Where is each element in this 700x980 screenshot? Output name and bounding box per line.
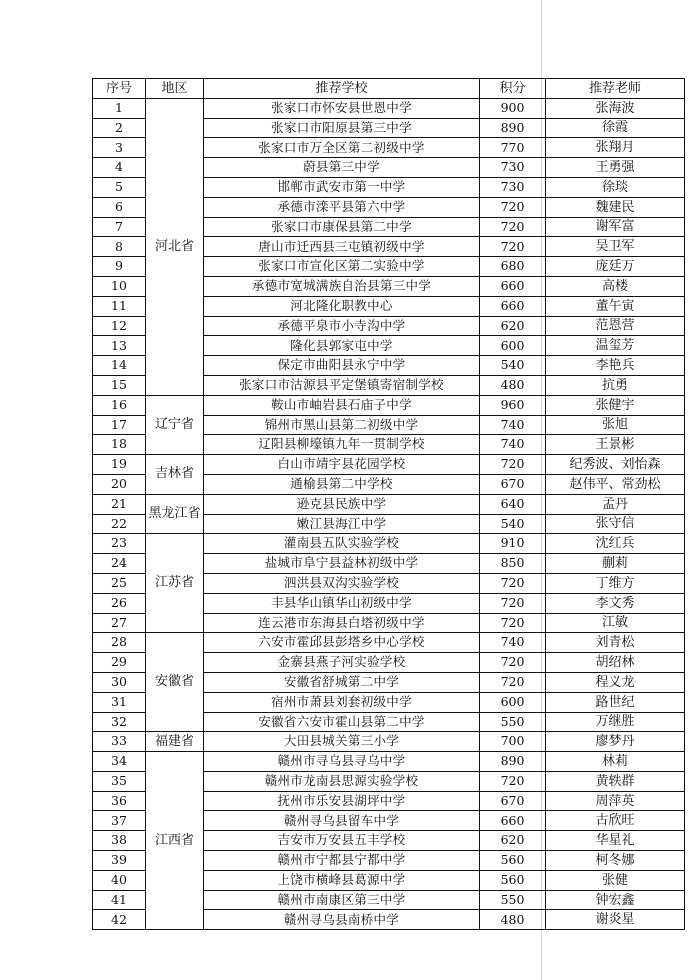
school-name: 张家口市沽源县平定堡镇寄宿制学校 <box>204 375 480 395</box>
score-value: 720 <box>480 672 546 692</box>
school-name: 逊克县民族中学 <box>204 494 480 514</box>
teacher-name: 丁维方 <box>546 573 685 593</box>
score-value: 770 <box>480 138 546 158</box>
score-value: 670 <box>480 474 546 494</box>
score-value: 740 <box>480 415 546 435</box>
score-value: 740 <box>480 435 546 455</box>
teacher-name: 廖梦丹 <box>546 732 685 752</box>
school-name: 灌南县五队实验学校 <box>204 534 480 554</box>
row-number: 14 <box>93 356 146 376</box>
row-number: 23 <box>93 534 146 554</box>
teacher-name: 周萍英 <box>546 791 685 811</box>
row-number: 18 <box>93 435 146 455</box>
school-name: 河北隆化职教中心 <box>204 296 480 316</box>
row-number: 30 <box>93 672 146 692</box>
score-value: 540 <box>480 356 546 376</box>
score-value: 540 <box>480 514 546 534</box>
school-name: 六安市霍邱县彭塔乡中心学校 <box>204 633 480 653</box>
teacher-name: 徐霞 <box>546 118 685 138</box>
school-name: 赣州市宁都县宁都中学 <box>204 851 480 871</box>
school-name: 隆化县郭家屯中学 <box>204 336 480 356</box>
row-number: 26 <box>93 593 146 613</box>
teacher-name: 高楼 <box>546 276 685 296</box>
score-value: 660 <box>480 276 546 296</box>
school-name: 大田县城关第三小学 <box>204 732 480 752</box>
teacher-name: 蒯莉 <box>546 554 685 574</box>
row-number: 10 <box>93 276 146 296</box>
row-number: 32 <box>93 712 146 732</box>
score-value: 730 <box>480 158 546 178</box>
score-value: 640 <box>480 494 546 514</box>
school-name: 赣州市龙南县思源实验学校 <box>204 771 480 791</box>
row-number: 21 <box>93 494 146 514</box>
teacher-name: 吴卫军 <box>546 237 685 257</box>
school-name: 锦州市黑山县第二初级中学 <box>204 415 480 435</box>
row-number: 6 <box>93 197 146 217</box>
row-number: 36 <box>93 791 146 811</box>
row-number: 1 <box>93 98 146 118</box>
score-value: 720 <box>480 771 546 791</box>
teacher-name: 赵伟平、常劲松 <box>546 474 685 494</box>
teacher-name: 张守信 <box>546 514 685 534</box>
table-row <box>93 732 685 752</box>
teacher-name: 黄轶群 <box>546 771 685 791</box>
school-name: 唐山市迁西县三屯镇初级中学 <box>204 237 480 257</box>
teacher-name: 谢军富 <box>546 217 685 237</box>
school-name: 泗洪县双沟实验学校 <box>204 573 480 593</box>
teacher-name: 程义龙 <box>546 672 685 692</box>
teacher-name: 纪秀波、刘怡森 <box>546 455 685 475</box>
school-name: 抚州市乐安县湖坪中学 <box>204 791 480 811</box>
row-number: 2 <box>93 118 146 138</box>
score-value: 720 <box>480 593 546 613</box>
row-number: 22 <box>93 514 146 534</box>
school-name: 上饶市横峰县葛源中学 <box>204 870 480 890</box>
teacher-name: 张海波 <box>546 98 685 118</box>
school-name: 张家口市怀安县世恩中学 <box>204 98 480 118</box>
region-cell: 安徽省 <box>146 633 204 732</box>
recommendation-table <box>92 78 685 930</box>
row-number: 28 <box>93 633 146 653</box>
row-number: 31 <box>93 692 146 712</box>
school-name: 承德市滦平县第六中学 <box>204 197 480 217</box>
school-name: 通榆县第二中学校 <box>204 474 480 494</box>
table-row <box>93 395 685 415</box>
header-row <box>93 79 685 99</box>
region-cell: 黑龙江省 <box>146 494 204 534</box>
row-number: 25 <box>93 573 146 593</box>
school-name: 赣州市南康区第三中学 <box>204 890 480 910</box>
row-number: 5 <box>93 177 146 197</box>
header-score: 积分 <box>480 79 546 99</box>
row-number: 29 <box>93 653 146 673</box>
header-school: 推荐学校 <box>204 79 480 99</box>
teacher-name: 华星礼 <box>546 831 685 851</box>
row-number: 11 <box>93 296 146 316</box>
school-name: 承德平泉市小寺沟中学 <box>204 316 480 336</box>
teacher-name: 董午寅 <box>546 296 685 316</box>
row-number: 7 <box>93 217 146 237</box>
row-number: 34 <box>93 752 146 772</box>
score-value: 600 <box>480 336 546 356</box>
table-row <box>93 752 685 772</box>
teacher-name: 胡绍林 <box>546 653 685 673</box>
row-number: 13 <box>93 336 146 356</box>
school-name: 承德市宽城满族自治县第三中学 <box>204 276 480 296</box>
row-number: 3 <box>93 138 146 158</box>
score-value: 850 <box>480 554 546 574</box>
teacher-name: 林莉 <box>546 752 685 772</box>
teacher-name: 张健宇 <box>546 395 685 415</box>
row-number: 37 <box>93 811 146 831</box>
school-name: 丰县华山镇华山初级中学 <box>204 593 480 613</box>
score-value: 720 <box>480 455 546 475</box>
school-name: 张家口市康保县第二中学 <box>204 217 480 237</box>
score-value: 480 <box>480 375 546 395</box>
score-value: 560 <box>480 870 546 890</box>
school-name: 白山市靖宇县花园学校 <box>204 455 480 475</box>
score-value: 720 <box>480 573 546 593</box>
school-name: 张家口市阳原县第三中学 <box>204 118 480 138</box>
score-value: 720 <box>480 653 546 673</box>
header-region: 地区 <box>146 79 204 99</box>
table-row <box>93 534 685 554</box>
score-value: 720 <box>480 613 546 633</box>
row-number: 20 <box>93 474 146 494</box>
row-number: 8 <box>93 237 146 257</box>
score-value: 720 <box>480 217 546 237</box>
teacher-name: 张健 <box>546 870 685 890</box>
row-number: 16 <box>93 395 146 415</box>
table-row <box>93 633 685 653</box>
teacher-name: 抗勇 <box>546 375 685 395</box>
school-name: 鞍山市岫岩县石庙子中学 <box>204 395 480 415</box>
score-value: 740 <box>480 633 546 653</box>
score-value: 620 <box>480 316 546 336</box>
teacher-name: 李艳兵 <box>546 356 685 376</box>
score-value: 480 <box>480 910 546 930</box>
table-row <box>93 455 685 475</box>
score-value: 660 <box>480 296 546 316</box>
teacher-name: 万继胜 <box>546 712 685 732</box>
score-value: 720 <box>480 197 546 217</box>
score-value: 720 <box>480 237 546 257</box>
teacher-name: 温玺芳 <box>546 336 685 356</box>
school-name: 吉安市万安县五丰学校 <box>204 831 480 851</box>
teacher-name: 徐琰 <box>546 177 685 197</box>
score-value: 600 <box>480 692 546 712</box>
row-number: 35 <box>93 771 146 791</box>
region-cell: 河北省 <box>146 98 204 395</box>
school-name: 赣州寻乌县留车中学 <box>204 811 480 831</box>
region-cell: 江西省 <box>146 752 204 930</box>
teacher-name: 古欣旺 <box>546 811 685 831</box>
score-value: 560 <box>480 851 546 871</box>
table-body <box>93 98 685 929</box>
teacher-name: 沈红兵 <box>546 534 685 554</box>
school-name: 宿州市萧县刘套初级中学 <box>204 692 480 712</box>
score-value: 700 <box>480 732 546 752</box>
region-cell: 江苏省 <box>146 534 204 633</box>
school-name: 安徽省六安市霍山县第二中学 <box>204 712 480 732</box>
teacher-name: 孟丹 <box>546 494 685 514</box>
row-number: 15 <box>93 375 146 395</box>
row-number: 33 <box>93 732 146 752</box>
score-value: 550 <box>480 712 546 732</box>
score-value: 620 <box>480 831 546 851</box>
row-number: 9 <box>93 257 146 277</box>
row-number: 40 <box>93 870 146 890</box>
teacher-name: 谢炎星 <box>546 910 685 930</box>
teacher-name: 柯冬娜 <box>546 851 685 871</box>
teacher-name: 刘青松 <box>546 633 685 653</box>
header-no: 序号 <box>93 79 146 99</box>
school-name: 保定市曲阳县永宁中学 <box>204 356 480 376</box>
teacher-name: 王景彬 <box>546 435 685 455</box>
school-name: 蔚县第三中学 <box>204 158 480 178</box>
score-value: 890 <box>480 752 546 772</box>
row-number: 38 <box>93 831 146 851</box>
region-cell: 吉林省 <box>146 455 204 495</box>
teacher-name: 张旭 <box>546 415 685 435</box>
score-value: 670 <box>480 791 546 811</box>
region-cell: 辽宁省 <box>146 395 204 454</box>
table-row <box>93 98 685 118</box>
row-number: 41 <box>93 890 146 910</box>
teacher-name: 路世纪 <box>546 692 685 712</box>
teacher-name: 王勇强 <box>546 158 685 178</box>
table-row <box>93 494 685 514</box>
row-number: 24 <box>93 554 146 574</box>
teacher-name: 江敏 <box>546 613 685 633</box>
school-name: 安徽省舒城第二中学 <box>204 672 480 692</box>
school-name: 邯郸市武安市第一中学 <box>204 177 480 197</box>
row-number: 19 <box>93 455 146 475</box>
row-number: 39 <box>93 851 146 871</box>
score-value: 900 <box>480 98 546 118</box>
teacher-name: 范恩营 <box>546 316 685 336</box>
row-number: 12 <box>93 316 146 336</box>
school-name: 连云港市东海县白塔初级中学 <box>204 613 480 633</box>
row-number: 4 <box>93 158 146 178</box>
row-number: 42 <box>93 910 146 930</box>
row-number: 27 <box>93 613 146 633</box>
row-number: 17 <box>93 415 146 435</box>
teacher-name: 张翔月 <box>546 138 685 158</box>
score-value: 960 <box>480 395 546 415</box>
score-value: 550 <box>480 890 546 910</box>
score-value: 660 <box>480 811 546 831</box>
score-value: 730 <box>480 177 546 197</box>
teacher-name: 魏建民 <box>546 197 685 217</box>
school-name: 赣州市寻乌县寻乌中学 <box>204 752 480 772</box>
school-name: 张家口市宣化区第二实验中学 <box>204 257 480 277</box>
school-name: 赣州寻乌县南桥中学 <box>204 910 480 930</box>
school-name: 张家口市万全区第二初级中学 <box>204 138 480 158</box>
region-cell: 福建省 <box>146 732 204 752</box>
header-teacher: 推荐老师 <box>546 79 685 99</box>
teacher-name: 李文秀 <box>546 593 685 613</box>
teacher-name: 庞廷万 <box>546 257 685 277</box>
score-value: 910 <box>480 534 546 554</box>
score-value: 890 <box>480 118 546 138</box>
school-name: 辽阳县柳壕镇九年一贯制学校 <box>204 435 480 455</box>
teacher-name: 钟宏鑫 <box>546 890 685 910</box>
school-name: 嫩江县海江中学 <box>204 514 480 534</box>
score-value: 680 <box>480 257 546 277</box>
school-name: 盐城市阜宁县益林初级中学 <box>204 554 480 574</box>
school-name: 金寨县燕子河实验学校 <box>204 653 480 673</box>
